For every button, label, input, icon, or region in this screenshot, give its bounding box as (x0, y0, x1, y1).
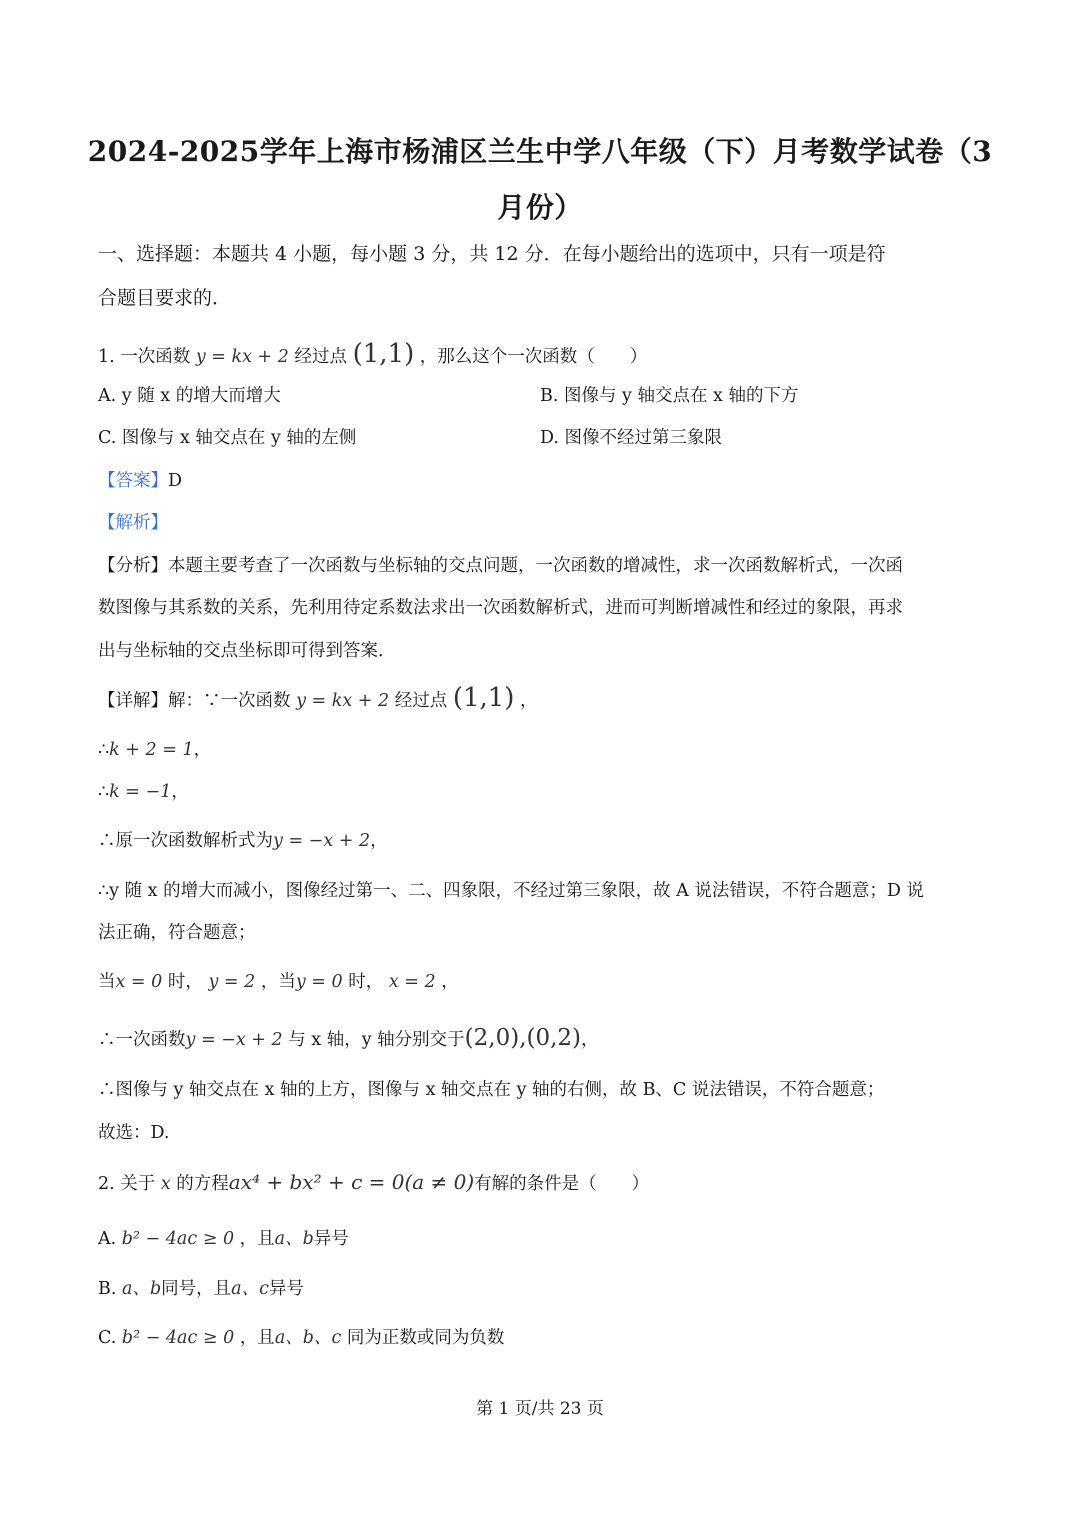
answer-value: D (168, 471, 183, 491)
q2-stem-text-b: 的方程 (176, 1174, 229, 1194)
step-5-formula-3: y = 0 (295, 972, 343, 992)
fenxi-line2: 数图像与其系数的关系，先利用待定系数法求出一次函数解析式，进而可判断增减性和经过的象限，再求 (98, 598, 903, 618)
step-1-formula: k + 2 = 1 (109, 740, 194, 760)
q2-stem-var: x (160, 1174, 171, 1194)
step-5-text-c: ，当 (260, 972, 296, 992)
option-letter: B. (98, 1279, 117, 1299)
q2-stem-text-c: 有解的条件是（ ） (474, 1174, 650, 1194)
page-footer: 第 1 页/共 23 页 (476, 1399, 604, 1419)
q2-option-a-formula: b² − 4ac ≥ 0 (121, 1229, 235, 1249)
punct: ， (581, 1030, 599, 1050)
q1-stem-text-c: ，那么这个一次函数（ ） (419, 347, 648, 367)
step-5 (98, 970, 459, 994)
step-6-text-a: ∴一次函数 (98, 1030, 186, 1050)
q2-option-c-formula: b² − 4ac ≥ 0 (121, 1328, 235, 1348)
analysis-label: 【解析】 (98, 513, 168, 533)
step-3 (98, 829, 388, 853)
step-5-formula-4: x = 2 (388, 972, 436, 992)
option-letter: C. (98, 1328, 117, 1348)
step-8: 故选：D. (98, 1123, 170, 1143)
q2-option-b-text-b: 同号，且 (161, 1279, 232, 1299)
step-4-line2: 法正确，符合题意； (98, 923, 256, 943)
fenxi-line3: 出与坐标轴的交点坐标即可得到答案． (98, 641, 396, 661)
step-5-text-b: 时， (167, 972, 203, 992)
q1-stem-point: (1,1) (352, 339, 415, 369)
q2-option-a-text-b: ，且 (239, 1229, 275, 1249)
therefore-symbol: ∴ (98, 740, 110, 760)
step-6-text-b: 与 x 轴，y 轴分别交于 (288, 1030, 465, 1050)
q1-option-c: C. 图像与 x 轴交点在 y 轴的左侧 (98, 428, 357, 448)
xiangjie-text-a: 【详解】解：∵一次函数 (98, 691, 291, 711)
step-6-points: (2,0),(0,2) (464, 1025, 582, 1051)
section-heading-line1: 一、选择题：本题共 4 小题，每小题 3 分，共 12 分．在每小题给出的选项中，只有一项是符 (98, 243, 886, 265)
q2-option-c-vars: a、b、c (274, 1328, 342, 1348)
q1-stem-text-a: 1. 一次函数 (98, 347, 191, 367)
therefore-symbol: ∴ (98, 782, 110, 802)
doc-title-line2: 月份） (497, 191, 583, 224)
q2-option-b-vars-2: a、c (231, 1279, 269, 1299)
q2-option-a-text-c: 异号 (313, 1229, 349, 1249)
step-4-line1: ∴y 随 x 的增大而减小，图像经过第一、二、四象限，不经过第三象限，故 A 说法错误，不符合题意；D 说 (98, 881, 924, 901)
step-1 (98, 738, 211, 762)
step-5-text-d: 时， (348, 972, 384, 992)
punct: ， (441, 972, 459, 992)
q1-option-b: B. 图像与 y 轴交点在 x 轴的下方 (540, 386, 799, 406)
xiangjie-point: (1,1) (452, 683, 515, 713)
step-2-formula: k = −1 (109, 782, 172, 802)
punct: ， (171, 782, 189, 802)
q2-stem (98, 1170, 649, 1196)
q2-option-a-vars: a、b (274, 1229, 314, 1249)
punct: ， (193, 740, 212, 760)
punct: ， (370, 831, 388, 851)
fenxi-line1: 【分析】本题主要考查了一次函数与坐标轴的交点问题，一次函数的增减性，求一次函数解析式，一次函 (98, 556, 903, 576)
section-heading-line2: 合题目要求的． (98, 287, 232, 309)
q2-option-b-text-c: 异号 (268, 1279, 304, 1299)
q1-answer (98, 469, 182, 493)
step-5-formula-2: y = 2 (208, 972, 256, 992)
xiangjie-text-b: 经过点 (394, 691, 448, 711)
step-7: ∴图像与 y 轴交点在 x 轴的上方，图像与 x 轴交点在 y 轴的右侧，故 B、C 说法错误，不符合题意； (98, 1080, 885, 1100)
step-3-text: ∴原一次函数解析式为 (98, 831, 273, 851)
step-6-formula: y = −x + 2 (185, 1030, 283, 1050)
q2-stem-text-a: 2. 关于 (98, 1174, 156, 1194)
q2-option-c-text-b: ，且 (239, 1328, 275, 1348)
doc-title-line1: 2024-2025学年上海市杨浦区兰生中学八年级（下）月考数学试卷（3 (87, 135, 993, 168)
q1-stem-text-b: 经过点 (294, 347, 347, 367)
xiangjie-line (98, 683, 538, 713)
xiangjie-formula: y = kx + 2 (296, 691, 390, 711)
q2-option-c (98, 1326, 504, 1350)
q2-stem-equation: ax⁴ + bx² + c = 0(a ≠ 0) (228, 1170, 475, 1194)
q2-option-c-text-c: 同为正数或同为负数 (346, 1328, 505, 1348)
option-letter: A. (98, 1229, 117, 1249)
q2-option-b-vars-1: a、b (122, 1279, 162, 1299)
q1-stem (98, 339, 648, 369)
step-3-formula: y = −x + 2 (273, 831, 371, 851)
step-5-formula-1: x = 0 (115, 972, 163, 992)
xiangjie-text-c: ， (520, 691, 538, 711)
q2-option-a (98, 1227, 349, 1251)
q2-option-b (98, 1277, 304, 1301)
q1-option-d: D. 图像不经过第三象限 (540, 428, 723, 448)
step-5-text-a: 当 (98, 972, 116, 992)
answer-label: 【答案】 (98, 471, 168, 491)
step-2 (98, 780, 189, 804)
q1-option-a: A. y 随 x 的增大而增大 (98, 386, 281, 406)
q1-stem-formula: y = kx + 2 (195, 347, 289, 367)
step-6 (98, 1026, 599, 1052)
